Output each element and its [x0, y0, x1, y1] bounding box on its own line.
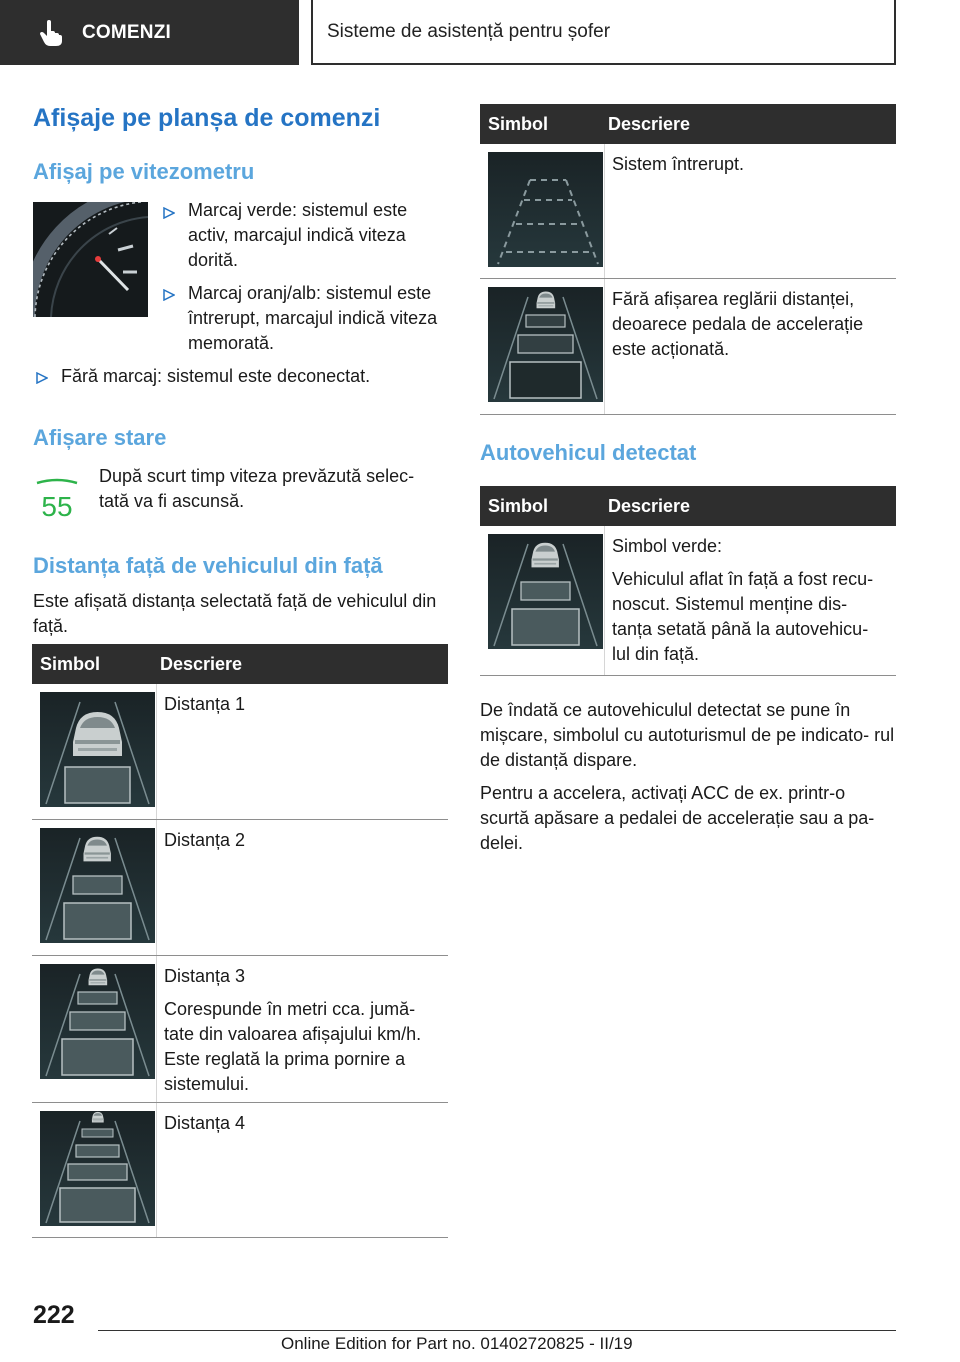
distance-1-icon: [40, 692, 155, 807]
table-row: [32, 956, 448, 1103]
row-desc: Simbol verde: Vehiculul aflat în față a fost recu‐ noscut. Sistemul menține dis‐ tanța setată până la autovehicu‐ lul din față.: [612, 536, 874, 664]
table-row: [32, 820, 448, 956]
table-row: [32, 684, 448, 820]
bullet-interrupted: Marcaj oranj/alb: sistemul este întrerupt, marcajul indică viteza memorată.: [188, 283, 438, 353]
col-description: Descriere: [608, 113, 691, 134]
col-symbol: Simbol: [488, 495, 549, 516]
table-header: [480, 486, 896, 526]
row-desc: Distanța 3 Corespunde în metri cca. jumă‐ tate din valoarea afișajului km/h. Este reglată la prima pornire a sistemului.: [164, 966, 422, 1094]
col-symbol: Simbol: [488, 113, 549, 134]
distance-4-icon: [40, 1111, 155, 1226]
row-desc: Distanța 2: [164, 830, 246, 850]
header-section-tab[interactable]: [0, 0, 299, 65]
interrupted-icon: [488, 152, 603, 267]
table-header: [480, 104, 896, 144]
table-row: [480, 526, 896, 676]
no-regulation-icon: [488, 287, 603, 402]
col-description: Descriere: [608, 495, 691, 516]
paragraph-1: De îndată ce autovehiculul detectat se pune în mișcare, simbolul cu autoturismul de pe indicato‐ rul de distanță dispare.: [480, 700, 895, 770]
detected-table: [480, 486, 896, 676]
speedometer-heading: Afișaj pe vitezometru: [33, 159, 255, 184]
status-symbols-table: [480, 104, 896, 415]
speedometer-image: [33, 202, 148, 317]
status-heading: Afișare stare: [33, 425, 167, 450]
bullet-triangle-icon: [36, 372, 48, 384]
table-row: [480, 279, 896, 415]
bullet-triangle-icon: [163, 289, 175, 301]
page-number: 222: [33, 1301, 75, 1329]
hand-pointer-icon: [40, 20, 62, 46]
footer-rule: [98, 1330, 896, 1331]
speed-limit-status-icon: [33, 470, 81, 520]
col-description: Descriere: [160, 653, 243, 674]
vehicle-detected-icon: [488, 534, 603, 649]
table-row: [32, 1103, 448, 1238]
distance-intro: Este afișată distanța selectată față de vehiculul din față.: [33, 591, 437, 636]
bullet-triangle-icon: [163, 207, 175, 219]
bullet-active: Marcaj verde: sistemul este activ, marcajul indică viteza dorită.: [188, 200, 408, 270]
distance-2-icon: [40, 828, 155, 943]
row-desc: Distanța 1: [164, 694, 246, 714]
chapter-label: Sisteme de asistență pentru șofer: [327, 20, 611, 42]
col-symbol: Simbol: [40, 653, 101, 674]
header-chapter: [311, 0, 896, 65]
paragraph-2: Pentru a accelera, activați ACC de ex. printr-o scurtă apăsare a pedalei de accelerație sau a pa‐ delei.: [480, 783, 875, 853]
section-label: COMENZI: [82, 21, 172, 43]
row-desc: Distanța 4: [164, 1113, 246, 1133]
detected-heading: Autovehicul detectat: [480, 440, 697, 465]
page-title: Afișaje pe planșa de comenzi: [33, 104, 381, 132]
footer-edition: Online Edition for Part no. 01402720825 - II/19: [281, 1334, 633, 1353]
distance-heading: Distanța față de vehiculul din față: [33, 553, 383, 578]
status-text: După scurt timp viteza prevăzută selec‐ tată va fi ascunsă.: [99, 466, 415, 511]
distance-table: [32, 644, 448, 1238]
table-header: [32, 644, 448, 684]
row-desc: Sistem întrerupt.: [612, 154, 745, 174]
distance-3-icon: [40, 964, 155, 1079]
table-row: [480, 144, 896, 279]
bullet-disconnected: Fără marcaj: sistemul este deconectat.: [61, 366, 371, 386]
svg-text:55: 55: [41, 491, 73, 520]
row-desc: Fără afișarea reglării distanței, deoarece pedala de accelerație este acționată.: [612, 289, 864, 359]
